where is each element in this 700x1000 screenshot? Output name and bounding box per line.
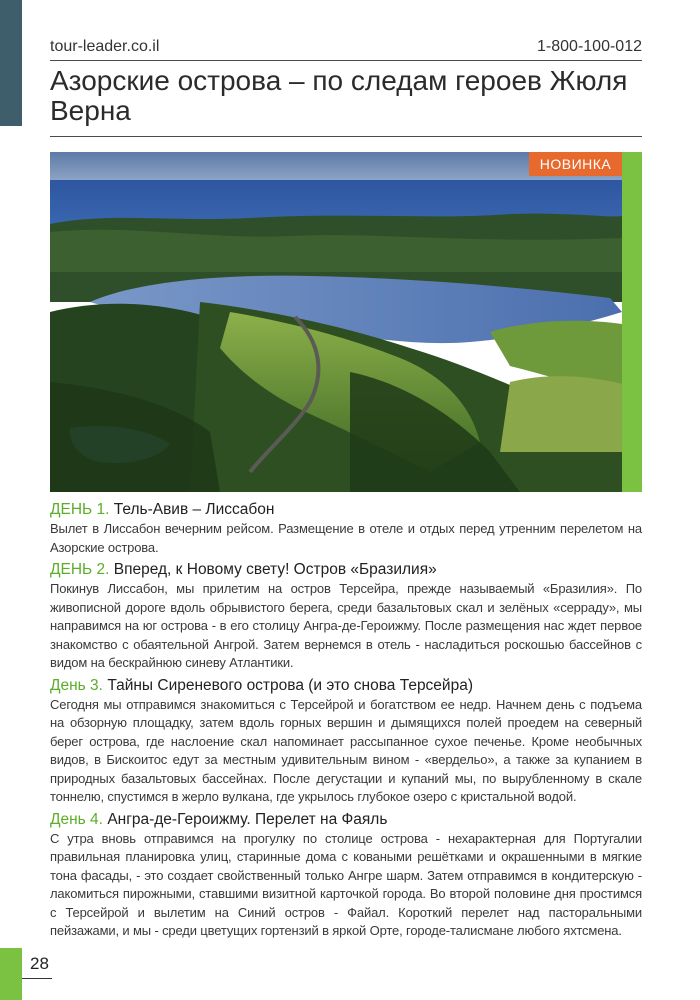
itinerary [50,500,642,944]
day-4 [50,810,642,941]
day-heading [50,560,642,580]
day-1 [50,500,642,557]
day-label: День 4. [50,810,103,828]
day-description: С утра вновь отправимся на прогулку по столице острова - нехарактерная для Португалии правильная планировка улиц, старинные дома с коваными решётками и окрашенными в мягкие тона фасады, - это создает свойственный только Ангре шарм. Затем отправимся в кондитерскую - лакомиться пирожными, ставшими визитной карточкой города. Во второй половине дня простимся с Терсейрой и вылетим на Синий остров - Файал. Короткий перелет над пасторальными пейзажами, и мы - среди цветущих гортензий в яркой Орте, городе-талисмане любого яхтсмена. [50,830,642,938]
day-2 [50,560,642,673]
day-label: ДЕНЬ 1. [50,501,110,518]
day-description: Вылет в Лиссабон вечерним рейсом. Размещение в отеле и отдых перед утренним перелетом на Азорские острова. [50,521,642,555]
page-number: 28 [30,954,49,973]
landscape-photo [50,152,622,492]
day-heading [50,810,642,830]
day-title: Ангра-де-Героижму. Перелет на Фаяль [107,810,388,828]
new-badge: НОВИНКА [529,152,622,176]
day-title: Тайны Сиреневого острова (и это снова Терсейра) [107,676,473,694]
day-description: Сегодня мы отправимся знакомиться с Терсейрой и богатством ее недр. Начнем день с подъема на обзорную площадку, затем вдоль горных вершин и дымящихся полей проедем на северный берег острова, где наслоение скал напоминает рассыпанное сухое печенье. Кроме необычных видов, в Бискоитос едут за местным удивительным вином - «вердельо», а также за купанием в природных базальтовых бассейнах. После дегустации и купаний мы, по вырубленному в скале тоннелю, спустимся в жерло вулкана, где укрылось глубокое озеро с кристальной водой. [50,696,642,804]
day-heading [50,500,642,520]
phone-number: 1-800-100-012 [537,38,642,55]
day-title: Тель-Авив – Лиссабон [113,501,275,518]
day-heading [50,676,642,696]
title-divider [50,136,642,137]
day-label: День 3. [50,676,103,694]
day-label: ДЕНЬ 2. [50,561,110,578]
page-header [50,34,642,61]
day-description: Покинув Лиссабон, мы прилетим на остров Терсейра, прежде называемый «Бразилия». По живописной дороге вдоль обрывистого берега, среди базальтовых скал и зелёных «серраду», мы направимся на юг острова - в его столицу Ангра-де-Героижму. После размещения нас ждет первое знакомство с обаятельной Ангрой. Затем вернемся в отель - насладиться роскошью бассейнов с видом на бескрайнюю синеву Атлантики. [50,581,642,670]
page-number-tab [0,948,22,1000]
accent-side-bar [622,152,642,492]
page-title: Азорские острова – по следам героев Жюля Верна [50,65,628,126]
day-3 [50,676,642,807]
side-color-tab [0,0,22,126]
site-link[interactable]: tour-leader.co.il [50,38,160,55]
day-title: Вперед, к Новому свету! Остров «Бразилия» [113,561,437,578]
page-number-rule [22,978,52,979]
